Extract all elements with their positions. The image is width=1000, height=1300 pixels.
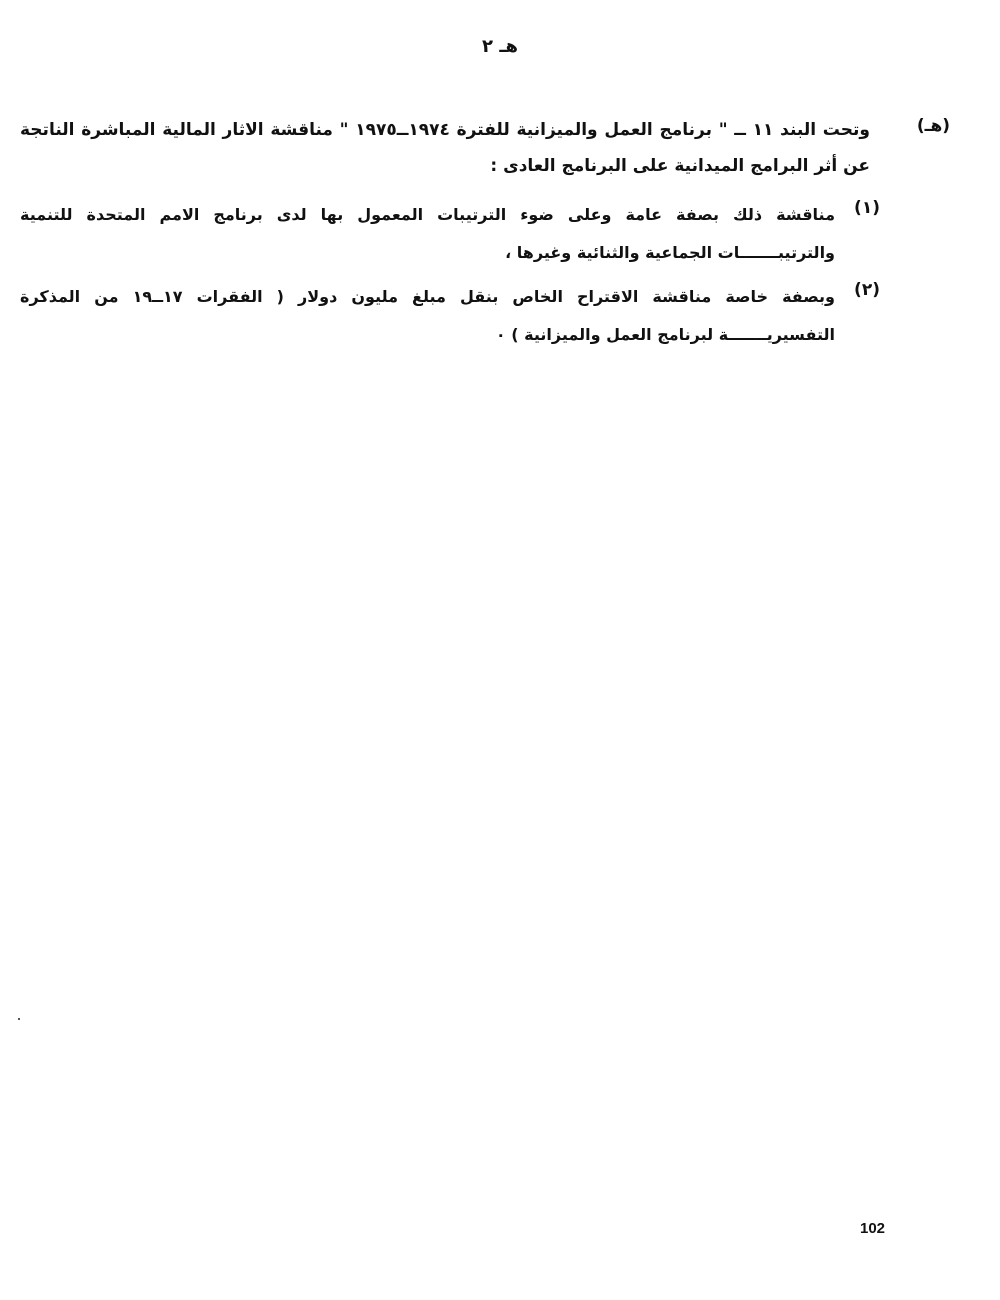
list-item-marker: (٢) — [854, 280, 880, 300]
section-h — [20, 112, 950, 184]
scan-speck — [18, 1018, 20, 1020]
list-item-text: مناقشة ذلك بصفة عامة وعلى ضوء الترتيبات المعمول بها لدى برنامج الامم المتحدة للتنمية والترتيبـــــــات الجماعية والثنائية وغيرها ، — [20, 205, 835, 262]
list-item-2 — [20, 278, 880, 354]
page-header-label: هـ ٢ — [482, 36, 518, 57]
list-item-1 — [20, 196, 880, 272]
section-marker: (هـ) — [916, 116, 950, 136]
list-item-text: وبصفة خاصة مناقشة الاقتراح الخاص بنقل مبلغ مليون دولار ( الفقرات ١٧ــ١٩ من المذكرة التفسيريـــــــة لبرنامج العمل والميزانية ) ٠ — [20, 287, 836, 344]
list-item-marker: (١) — [854, 198, 880, 218]
page-number: 102 — [860, 1220, 886, 1237]
section-text: وتحت البند ١١ ــ " برنامج العمل والميزانية للفترة ١٩٧٤ــ١٩٧٥ " مناقشة الاثار المالية المباشرة الناتجة عن أثر البرامج الميدانية على البرنامج العادى : — [20, 120, 870, 176]
